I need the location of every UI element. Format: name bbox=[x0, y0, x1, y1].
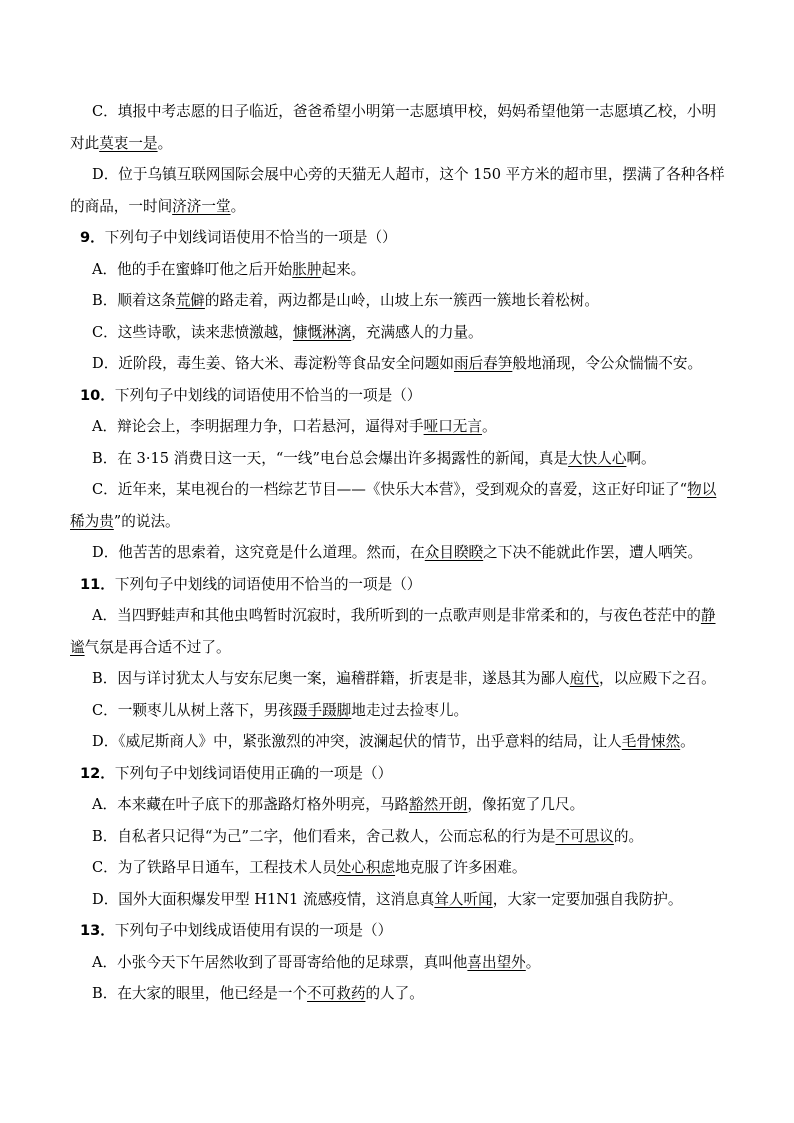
text-segment: 下列句子中划线的词语使用不恰当的一项是（） bbox=[114, 386, 422, 404]
text-segment: C．这些诗歌，读来悲愤激越， bbox=[92, 323, 293, 341]
answer-option bbox=[70, 695, 722, 727]
text-segment: 下列句子中划线成语使用有误的一项是（） bbox=[114, 922, 393, 939]
question-stem bbox=[70, 915, 722, 947]
answer-option bbox=[70, 96, 722, 128]
text-segment: D．《威尼斯商人》中，紧张激烈的冲突，波澜起伏的情节，出乎意料的结局，让人 bbox=[92, 733, 622, 750]
text-segment: 。 bbox=[680, 733, 695, 750]
text-segment: 般地涌现，令公众惴惴不安。 bbox=[512, 355, 703, 372]
text-segment: 地走过去捡枣儿。 bbox=[351, 701, 469, 719]
underlined-term: 庖代 bbox=[569, 670, 599, 687]
answer-option bbox=[70, 159, 725, 191]
text-segment: D．位于乌镇互联网国际会展中心旁的天猫无人超市，这个 150 平方米的超市里，摆满了各种各样 bbox=[92, 166, 725, 183]
answer-option bbox=[70, 978, 722, 1010]
text-segment: 。 bbox=[157, 134, 173, 152]
text-segment: B．因与详讨犹太人与安东尼奥一案，遍稽群籍，折衷是非，遂恳其为鄙人 bbox=[92, 670, 570, 687]
option-continuation bbox=[70, 128, 722, 160]
question-number: 13． bbox=[80, 922, 115, 939]
answer-option bbox=[70, 411, 722, 443]
answer-option bbox=[70, 884, 722, 916]
answer-option bbox=[70, 285, 722, 317]
answer-option bbox=[70, 537, 722, 569]
answer-option bbox=[70, 726, 722, 758]
text-segment: B．顺着这条 bbox=[92, 292, 176, 309]
underlined-term: 莫衷一是 bbox=[99, 134, 158, 152]
text-segment: 起来。 bbox=[321, 260, 366, 278]
text-segment: A．小张今天下午居然收到了哥哥寄给他的足球票，真叫他 bbox=[92, 953, 468, 971]
text-segment: C．一颗枣儿从树上落下，男孩 bbox=[92, 701, 293, 719]
answer-option bbox=[70, 317, 722, 349]
text-segment: 的。 bbox=[613, 827, 644, 845]
underlined-term: 雨后春笋 bbox=[453, 355, 513, 372]
text-segment: B．在 3·15 消费日这一天，“一线”电台总会爆出许多揭露性的新闻，真是 bbox=[92, 449, 569, 467]
text-segment: C．近年来，某电视台的一档综艺节目——《快乐大本营》，受到观众的喜爱，这正好印证了“ bbox=[92, 481, 688, 498]
underlined-term: 处心积虑 bbox=[336, 859, 396, 876]
underlined-term: 耸人听闻 bbox=[434, 890, 493, 908]
answer-option bbox=[70, 254, 722, 286]
answer-option bbox=[70, 474, 722, 506]
option-continuation bbox=[70, 506, 722, 538]
text-segment: 之下决不能就此作罢，遭人哂笑。 bbox=[483, 544, 703, 561]
text-segment: 。 bbox=[525, 953, 541, 971]
answer-option bbox=[70, 348, 722, 380]
underlined-term: 谧 bbox=[70, 638, 85, 656]
underlined-term: 不可救药 bbox=[307, 985, 366, 1002]
text-segment: 。 bbox=[230, 197, 246, 215]
question-stem bbox=[70, 569, 722, 601]
question-list bbox=[70, 96, 725, 1010]
text-segment: ，充满感人的力量。 bbox=[351, 323, 483, 341]
text-segment: 的路走着，两边都是山岭，山坡上东一簇西一簇地长着松树。 bbox=[204, 292, 599, 309]
question-number: 11． bbox=[80, 575, 115, 593]
underlined-term: 众目睽睽 bbox=[424, 544, 484, 561]
text-segment: 。 bbox=[482, 418, 497, 435]
text-segment: ，以应殿下之召。 bbox=[598, 670, 716, 687]
underlined-term: 喜出望外 bbox=[467, 953, 526, 971]
text-segment: 下列句子中划线的词语使用不恰当的一项是（） bbox=[114, 575, 422, 593]
answer-option bbox=[70, 600, 722, 632]
question-stem bbox=[70, 758, 722, 790]
answer-option bbox=[70, 947, 722, 979]
text-segment: D．他苦苦的思索着，这究竟是什么道理。然而，在 bbox=[92, 544, 425, 561]
answer-option bbox=[70, 663, 722, 695]
underlined-term: 济济一堂 bbox=[172, 197, 231, 215]
text-segment: A．辩论会上，李明据理力争，口若悬河，逼得对手 bbox=[92, 418, 424, 435]
question-stem bbox=[70, 222, 722, 254]
underlined-term: 大快人心 bbox=[568, 449, 627, 467]
text-segment: ，大家一定要加强自我防护。 bbox=[492, 890, 683, 908]
text-segment: B．自私者只记得“为己”二字，他们看来，舍己救人，公而忘私的行为是 bbox=[92, 827, 556, 845]
question-stem bbox=[70, 380, 722, 412]
text-segment: 下列句子中划线词语使用不恰当的一项是（） bbox=[104, 229, 397, 246]
underlined-term: 蹑手蹑脚 bbox=[292, 701, 352, 719]
text-segment: ”的说法。 bbox=[113, 512, 180, 530]
underlined-term: 不可思议 bbox=[555, 827, 614, 845]
text-segment: 地克服了许多困难。 bbox=[395, 859, 527, 876]
text-segment: C．填报中考志愿的日子临近，爸爸希望小明第一志愿填甲校，妈妈希望他第一志愿填乙校，小明 bbox=[92, 103, 717, 120]
text-segment: C．为了铁路早日通车，工程技术人员 bbox=[92, 859, 337, 876]
underlined-term: 毛骨悚然 bbox=[621, 733, 681, 750]
text-segment: 啊。 bbox=[626, 449, 656, 467]
underlined-term: 静 bbox=[700, 607, 716, 624]
text-segment: D．国外大面积爆发甲型 H1N1 流感疫情，这消息真 bbox=[92, 890, 435, 908]
text-segment: 气氛是再合适不过了。 bbox=[84, 638, 231, 656]
question-number: 12． bbox=[80, 764, 115, 782]
answer-option bbox=[70, 443, 722, 475]
answer-option bbox=[70, 789, 722, 821]
text-segment: 下列句子中划线词语使用正确的一项是（） bbox=[114, 764, 393, 782]
option-continuation bbox=[70, 191, 722, 223]
underlined-term: 稀为贵 bbox=[70, 512, 114, 530]
question-number: 9． bbox=[80, 229, 105, 246]
underlined-term: 慷慨淋漓 bbox=[292, 323, 352, 341]
text-segment: D．近阶段，毒生姜、铬大米、毒淀粉等食品安全问题如 bbox=[92, 355, 454, 372]
underlined-term: 物以 bbox=[687, 481, 717, 498]
text-segment: 的人了。 bbox=[365, 985, 424, 1002]
text-segment: 对此 bbox=[70, 134, 100, 152]
text-segment: A．本来藏在叶子底下的那盏路灯格外明亮，马路 bbox=[92, 796, 410, 813]
question-number: 10． bbox=[80, 386, 115, 404]
text-segment: 的商品，一时间 bbox=[70, 197, 173, 215]
text-segment: A．他的手在蜜蜂叮他之后开始 bbox=[92, 260, 293, 278]
answer-option bbox=[70, 821, 722, 853]
underlined-term: 胀肿 bbox=[292, 260, 322, 278]
underlined-term: 哑口无言 bbox=[423, 418, 482, 435]
option-continuation bbox=[70, 632, 722, 664]
answer-option bbox=[70, 852, 722, 884]
underlined-term: 荒僻 bbox=[175, 292, 205, 309]
text-segment: A．当四野蛙声和其他虫鸣暂时沉寂时，我所听到的一点歌声则是非常柔和的，与夜色苍茫中的 bbox=[92, 607, 701, 624]
text-segment: B．在大家的眼里，他已经是一个 bbox=[92, 985, 308, 1002]
underlined-term: 豁然开朗 bbox=[409, 796, 468, 813]
text-segment: ，像拓宽了几尺。 bbox=[467, 796, 585, 813]
